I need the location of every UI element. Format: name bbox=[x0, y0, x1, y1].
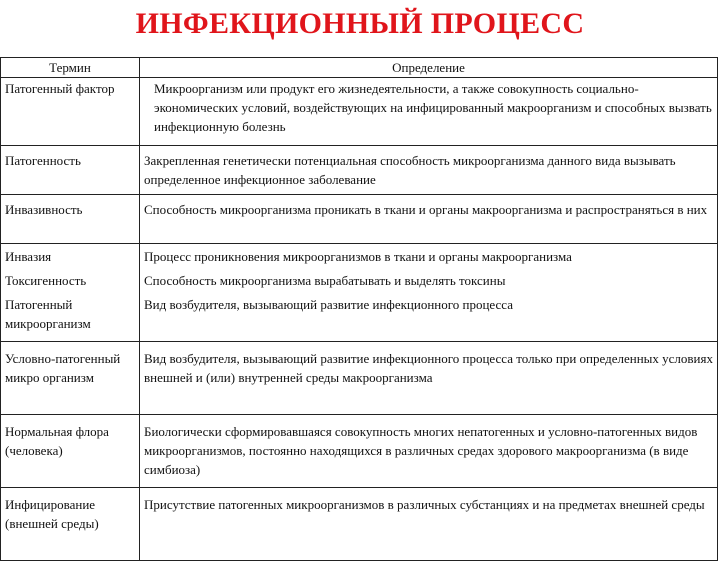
definition-cell: Способность микроорганизма проникать в ткани и органы макроорганизма и распространяться в них bbox=[140, 195, 718, 244]
table-row bbox=[1, 244, 718, 342]
term-invasion: Инвазия bbox=[5, 249, 52, 264]
table-header-row bbox=[1, 58, 718, 78]
table-row bbox=[1, 415, 718, 488]
header-definition: Определение bbox=[140, 58, 718, 78]
definition-toxigenicity: Способность микроорганизма вырабатывать и выделять токсины bbox=[144, 273, 506, 288]
definition-cell: Вид возбудителя, вызывающий развитие инфекционного процесса только при определенных условиях внешней и (или) внутренней среды макроорганизма bbox=[140, 342, 718, 415]
term-cell: Нормальная флора (человека) bbox=[1, 415, 140, 488]
definition-cell: Микроорганизм или продукт его жизнедеятельности, а также совокупность социально-экономических условий, воздействующих на инфицированный макроорганизм и способных вызвать инфекционную болезнь bbox=[140, 78, 718, 146]
table-row bbox=[1, 342, 718, 415]
term-cell: Патогенный фактор bbox=[1, 78, 140, 146]
table-row bbox=[1, 488, 718, 561]
table-row bbox=[1, 195, 718, 244]
table-row bbox=[1, 146, 718, 195]
term-cell: Инфицирование (внешней среды) bbox=[1, 488, 140, 561]
definition-cell: Биологически сформировавшаяся совокупность многих непатогенных и условно-патогенных видов микроорганизмов, постоянно находящихся в различных средах здорового макроорганизма (в виде симбиоза) bbox=[140, 415, 718, 488]
definition-invasion: Процесс проникновения микроорганизмов в ткани и органы макроорганизма bbox=[144, 249, 572, 264]
table-row bbox=[1, 78, 718, 146]
definition-cell-group bbox=[140, 244, 718, 342]
page-title: ИНФЕКЦИОННЫЙ ПРОЦЕСС bbox=[135, 7, 585, 40]
definition-pathogenic-microorganism: Вид возбудителя, вызывающий развитие инфекционного процесса bbox=[144, 297, 513, 312]
term-pathogenic-microorganism: Патогенный микроорганизм bbox=[5, 297, 91, 331]
definition-cell: Закрепленная генетически потенциальная способность микроорганизма данного вида вызывать определенное инфекционное заболевание bbox=[140, 146, 718, 195]
header-term: Термин bbox=[1, 58, 140, 78]
term-cell: Инвазивность bbox=[1, 195, 140, 244]
term-toxigenicity: Токсигенность bbox=[5, 273, 87, 288]
term-cell: Условно-патогенный микро организм bbox=[1, 342, 140, 415]
term-cell-group bbox=[1, 244, 140, 342]
definition-cell: Присутствие патогенных микроорганизмов в различных субстанциях и на предметах внешней среды bbox=[140, 488, 718, 561]
definitions-table bbox=[0, 57, 718, 561]
term-cell: Патогенность bbox=[1, 146, 140, 195]
